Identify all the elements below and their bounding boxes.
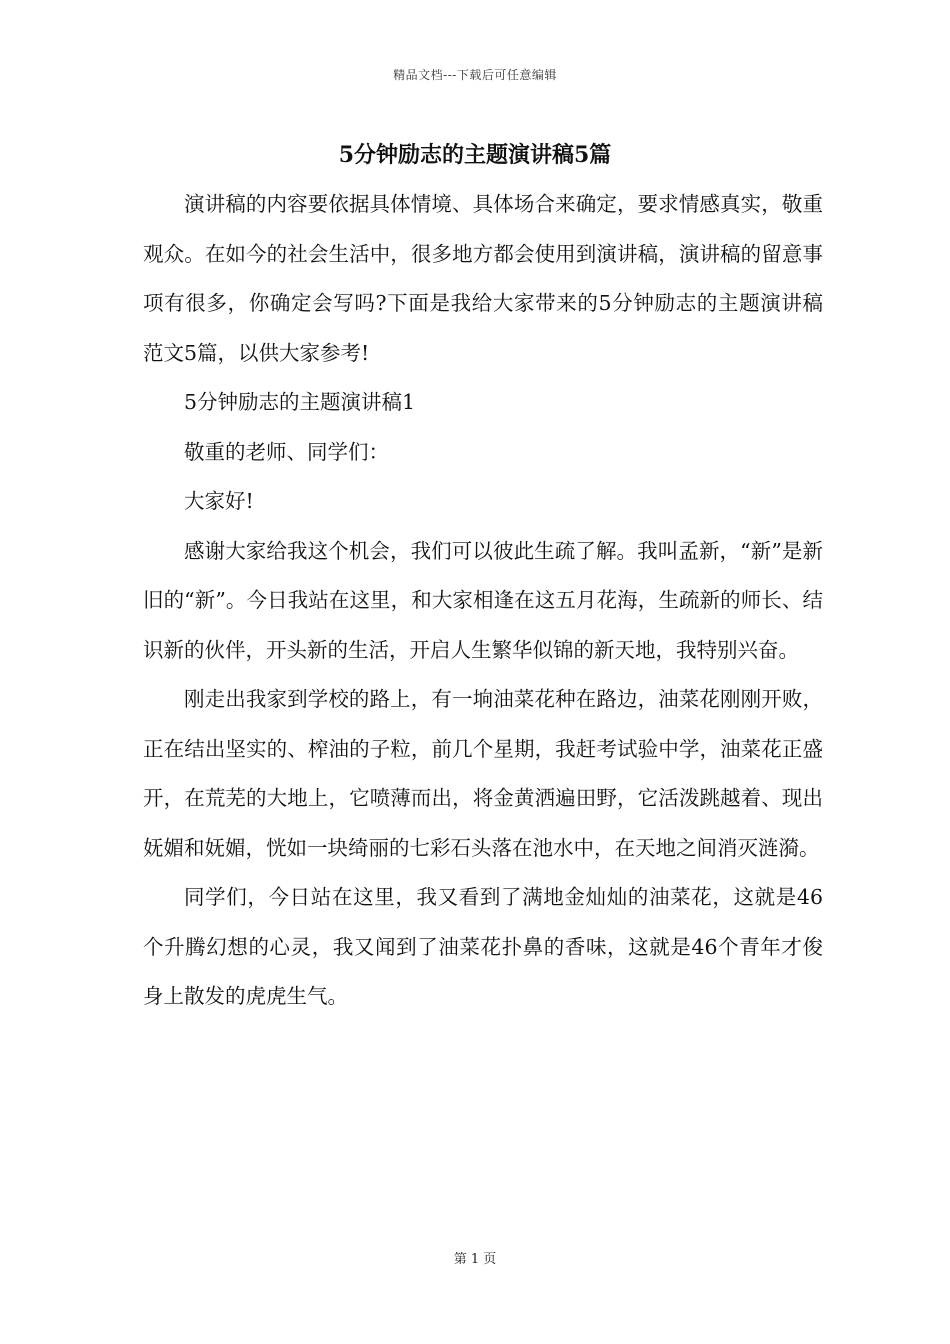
greeting: 大家好! — [184, 489, 254, 513]
body-paragraph: 感谢大家给我这个机会，我们可以彼此生疏了解。我叫孟新，“新”是新旧的“新”。今日我站在这里，和大家相逢在这五月花海，生疏新的师长、结识新的伙伴，开头新的生活，开启人生繁华似锦的新天地，我特别兴奋。 — [143, 538, 823, 662]
body-paragraph: 刚走出我家到学校的路上，有一垧油菜花种在路边，油菜花刚刚开败，正在结出坚实的、榨油的子粒，前几个星期，我赶考试验中学，油菜花正盛开，在荒芜的大地上，它喷薄而出，将金黄洒遍田野，它活泼跳越着、现出妩媚和妩媚，恍如一块绮丽的七彩石头落在池水中，在天地之间消灭涟漪。 — [143, 687, 823, 860]
page-header: 精品文档---下载后可任意编辑 — [393, 68, 557, 82]
document-body — [143, 180, 823, 1022]
salutation: 敬重的老师、同学们： — [184, 439, 389, 464]
intro-paragraph: 演讲稿的内容要依据具体情境、具体场合来确定，要求情感真实，敬重观众。在如今的社会生活中，很多地方都会使用到演讲稿，演讲稿的留意事项有很多，你确定会写吗?下面是我给大家带来的5分钟励志的主题演讲稿范文5篇，以供大家参考! — [143, 192, 823, 365]
page-number: 第 1 页 — [453, 1252, 497, 1267]
document-title: 5分钟励志的主题演讲稿5篇 — [338, 142, 612, 168]
speech-heading: 5分钟励志的主题演讲稿1 — [184, 390, 416, 414]
body-paragraph: 同学们，今日站在这里，我又看到了满地金灿灿的油菜花，这就是46个升腾幻想的心灵，我又闻到了油菜花扑鼻的香味，这就是46个青年才俊身上散发的虎虎生气。 — [143, 885, 823, 1008]
